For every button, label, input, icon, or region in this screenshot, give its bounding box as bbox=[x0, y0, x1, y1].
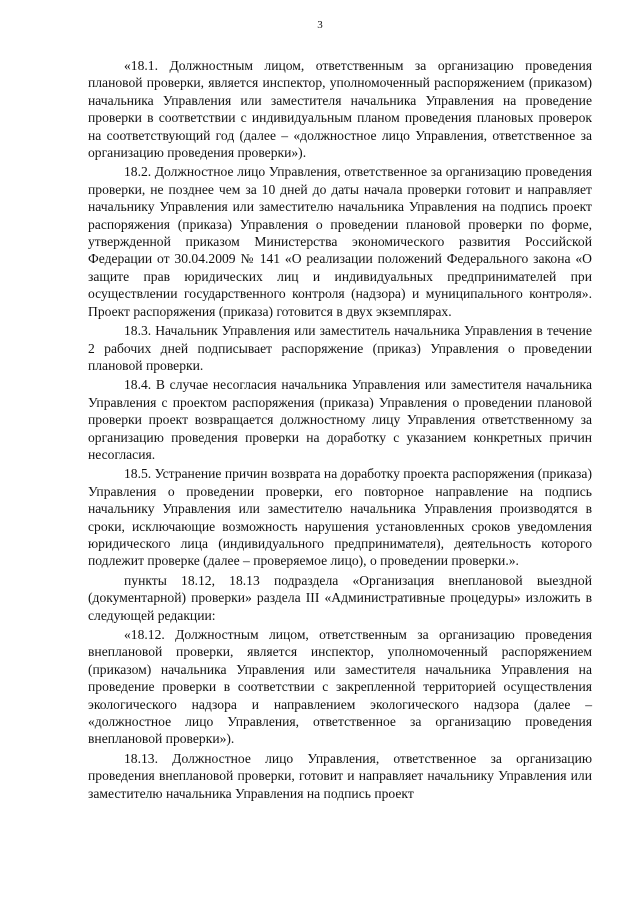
paragraph-18-5: 18.5. Устранение причин возврата на доработку проекта распоряжения (приказа) Управления о проведении проверки, его повторное направление на подпись начальнику Управления или заместителю начальника Управления производятся в сроки, исключающие возможность нарушения установленных сроков уведомления юридического лица (индивидуального предпринимателя), деятельность которого подлежит проверке (далее – проверяемое лицо), о проведении проверки.». bbox=[88, 466, 592, 569]
paragraph-18-3: 18.3. Начальник Управления или заместитель начальника Управления в течение 2 рабочих дней подписывает распоряжение (приказ) Управления о проведении плановой проверки. bbox=[88, 323, 592, 373]
paragraph-18-13: 18.13. Должностное лицо Управления, ответственное за организацию проведения внеплановой проверки, готовит и направляет начальнику Управления или заместителю начальника Управления на подпись проект bbox=[88, 750, 592, 801]
paragraph-18-4: 18.4. В случае несогласия начальника Управления или заместителя начальника Управления с проектом распоряжения (приказа) Управления о проведении плановой проверки проект возвращается должностному лицу Управления ответственному за организацию проведения проверки на доработку с указанием конкретных причин несогласия. bbox=[88, 377, 592, 462]
page-number: 3 bbox=[317, 19, 323, 31]
paragraph-18-2: 18.2. Должностное лицо Управления, ответственное за организацию проведения проверки, не позднее чем за 10 дней до даты начала проверки готовит и направляет начальнику Управления или заместителю начальника Управления на подпись проект распоряжения (приказа) Управления о проведении плановой проверки по форме, утвержденной приказом Министерства экономического развития Российской Федерации от 30.04.2009 № 141 «О реализации положений Федерального закона «О защите прав юридических лиц и индивидуальных предпринимателей при осуществлении государственного контроля (надзора) и муниципального контроля». Проект распоряжения (приказа) готовится в двух экземплярах. bbox=[88, 164, 592, 319]
document-body bbox=[88, 57, 592, 802]
paragraph-18-12: «18.12. Должностным лицом, ответственным за организацию проведения внеплановой проверки, является инспектор, уполномоченный распоряжением (приказом) начальника Управления или заместителя начальника Управления на проведение проверки в соответствии с закрепленной территорией осуществления экологического надзора и направлением экологического надзора (далее – «должностное лицо Управления, ответственное за организацию проведения внеплановой проверки»). bbox=[88, 627, 592, 747]
paragraph-18-1: «18.1. Должностным лицом, ответственным за организацию проведения плановой проверки, является инспектор, уполномоченный распоряжением (приказом) начальника Управления или заместителя начальника Управления на проведение проверки в соответствии с индивидуальным планом проведения плановых проверок на соответствующий год (далее – «должностное лицо Управления, ответственное за организацию проведения проверки»). bbox=[88, 58, 592, 161]
paragraph-amendment-intro: пункты 18.12, 18.13 подраздела «Организация внеплановой выездной (документарной) проверки» раздела III «Административные процедуры» изложить в следующей редакции: bbox=[88, 572, 592, 623]
